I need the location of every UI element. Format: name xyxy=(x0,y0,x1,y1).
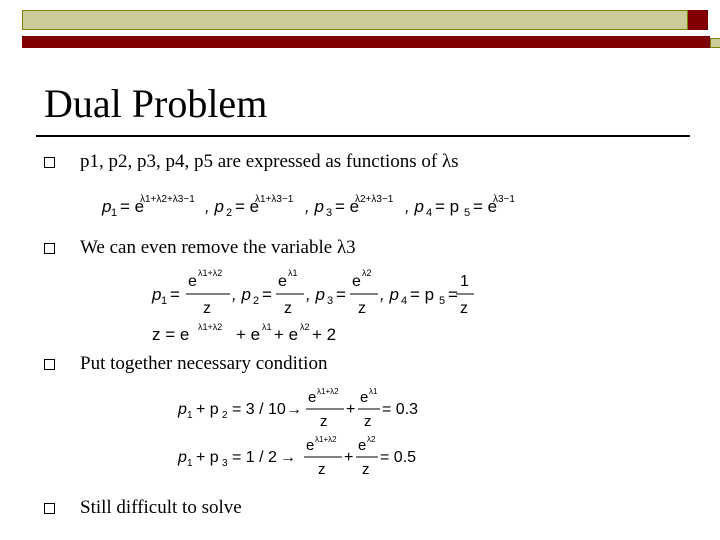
formula-4-res: = 0.5 xyxy=(380,449,417,466)
formula-2-num3: e xyxy=(352,273,361,290)
formula-1-eq4: = p xyxy=(435,197,460,216)
header-maroon-bar xyxy=(22,36,710,48)
formula-2-eq2: = xyxy=(262,285,272,304)
formula-1-eq2: = e xyxy=(235,197,260,216)
formula-2-den1: z xyxy=(203,300,211,317)
formula-3-sub2: 2 xyxy=(222,410,228,421)
formula-2-eq3: = xyxy=(336,285,346,304)
formula-3 xyxy=(176,386,426,432)
formula-4-num2: e xyxy=(358,437,367,454)
bullet-square-icon xyxy=(44,243,55,254)
formula-4-plus: + p xyxy=(196,449,219,466)
formula-3-den2: z xyxy=(364,413,372,430)
formula-3-plus2: + xyxy=(346,401,356,418)
formula-3-rhs: = 3 / 10 xyxy=(232,401,286,418)
bullet-2-text: We can even remove the variable λ3 xyxy=(80,237,356,258)
formula-4-num1-exp: λ1+λ2 xyxy=(315,435,337,444)
formula-2-num2: e xyxy=(278,273,287,290)
bullet-square-icon xyxy=(44,503,55,514)
formula-4-p1: p xyxy=(178,449,187,466)
formula-1-exp2: λ1+λ3−1 xyxy=(255,194,294,205)
formula-1-exp3: λ2+λ3−1 xyxy=(355,194,394,205)
bullet-square-icon xyxy=(44,157,55,168)
formula-4-den2: z xyxy=(362,461,370,478)
formula-2-num1-exp: λ1+λ2 xyxy=(198,268,223,278)
header-maroon-square xyxy=(688,10,708,30)
formula-3-num1: e xyxy=(308,389,317,406)
formula-2-p2: , p xyxy=(232,285,251,304)
formula-2-z-lhs: z = e xyxy=(152,325,190,344)
formula-2-sub4: 4 xyxy=(401,295,408,307)
formula-3-num2-exp: λ1 xyxy=(369,387,378,396)
formula-2-z-exp1: λ1+λ2 xyxy=(198,322,223,332)
formula-1-sub4: 4 xyxy=(426,207,433,219)
header-olive-square xyxy=(710,38,720,48)
formula-1-p4: , p xyxy=(405,197,424,216)
formula-3-den1: z xyxy=(320,413,328,430)
formula-1-p3: , p xyxy=(305,197,324,216)
formula-2 xyxy=(148,266,488,348)
formula-3-num1-exp: λ1+λ2 xyxy=(317,387,339,396)
formula-1-eq3: = e xyxy=(335,197,360,216)
formula-4-arrow: → xyxy=(280,449,296,466)
formula-1-sub5: 5 xyxy=(464,207,471,219)
formula-1-sub2: 2 xyxy=(226,207,233,219)
bullet-3-text: Put together necessary condition xyxy=(80,353,328,374)
formula-4-num2-exp: λ2 xyxy=(367,435,376,444)
formula-4-sub3: 3 xyxy=(222,458,228,469)
formula-2-z-plus2: + e xyxy=(274,325,299,344)
formula-2-num3-exp: λ2 xyxy=(362,268,372,278)
formula-2-eq4: = xyxy=(448,285,458,304)
formula-2-p1: p xyxy=(152,285,162,304)
formula-2-den3: z xyxy=(358,300,366,317)
formula-1-sub3: 3 xyxy=(326,207,333,219)
formula-3-num2: e xyxy=(360,389,369,406)
formula-3-plus: + p xyxy=(196,401,219,418)
formula-1-p2: , p xyxy=(205,197,224,216)
formula-2-eq: = xyxy=(170,285,180,304)
formula-2-p3: , p xyxy=(306,285,325,304)
formula-2-z-exp2: λ1 xyxy=(262,322,272,332)
formula-1 xyxy=(100,188,540,220)
formula-2-sub5: 5 xyxy=(439,295,446,307)
formula-1-eq5: = e xyxy=(473,197,498,216)
formula-2-num1: e xyxy=(188,273,197,290)
bullet-square-icon xyxy=(44,359,55,370)
formula-4 xyxy=(176,434,426,480)
formula-2-p5: = p xyxy=(410,285,435,304)
formula-1-eq1: = e xyxy=(120,197,145,216)
formula-2-den4: z xyxy=(460,300,468,317)
formula-3-p1: p xyxy=(178,401,187,418)
title-divider xyxy=(36,135,690,137)
formula-4-sub1: 1 xyxy=(187,458,193,469)
formula-4-num1: e xyxy=(306,437,315,454)
formula-4-plus2: + xyxy=(344,449,354,466)
formula-2-sub2: 2 xyxy=(253,295,260,307)
formula-1-exp4: λ3−1 xyxy=(493,194,515,205)
formula-3-sub1: 1 xyxy=(187,410,193,421)
formula-2-z-exp3: λ2 xyxy=(300,322,310,332)
formula-2-z-end: + 2 xyxy=(312,325,337,344)
formula-2-num4: 1 xyxy=(460,273,469,290)
formula-1-sub1: 1 xyxy=(111,207,118,219)
formula-4-den1: z xyxy=(318,461,326,478)
formula-3-arrow: → xyxy=(286,401,302,418)
header-olive-bar xyxy=(22,10,688,30)
formula-2-p4: , p xyxy=(380,285,399,304)
formula-3-res: = 0.3 xyxy=(382,401,419,418)
formula-2-sub3: 3 xyxy=(327,295,334,307)
formula-2-sub1: 1 xyxy=(161,295,168,307)
formula-2-den2: z xyxy=(284,300,292,317)
bullet-1-text: p1, p2, p3, p4, p5 are expressed as functions of λs xyxy=(80,151,459,172)
formula-1-exp1: λ1+λ2+λ3−1 xyxy=(140,194,195,205)
bullet-4-text: Still difficult to solve xyxy=(80,497,242,518)
formula-2-z-plus1: + e xyxy=(236,325,261,344)
formula-2-num2-exp: λ1 xyxy=(288,268,298,278)
slide-title: Dual Problem xyxy=(44,81,268,126)
formula-4-rhs: = 1 / 2 xyxy=(232,449,277,466)
header-decoration xyxy=(22,10,710,38)
formula-1-p1: p xyxy=(102,197,112,216)
